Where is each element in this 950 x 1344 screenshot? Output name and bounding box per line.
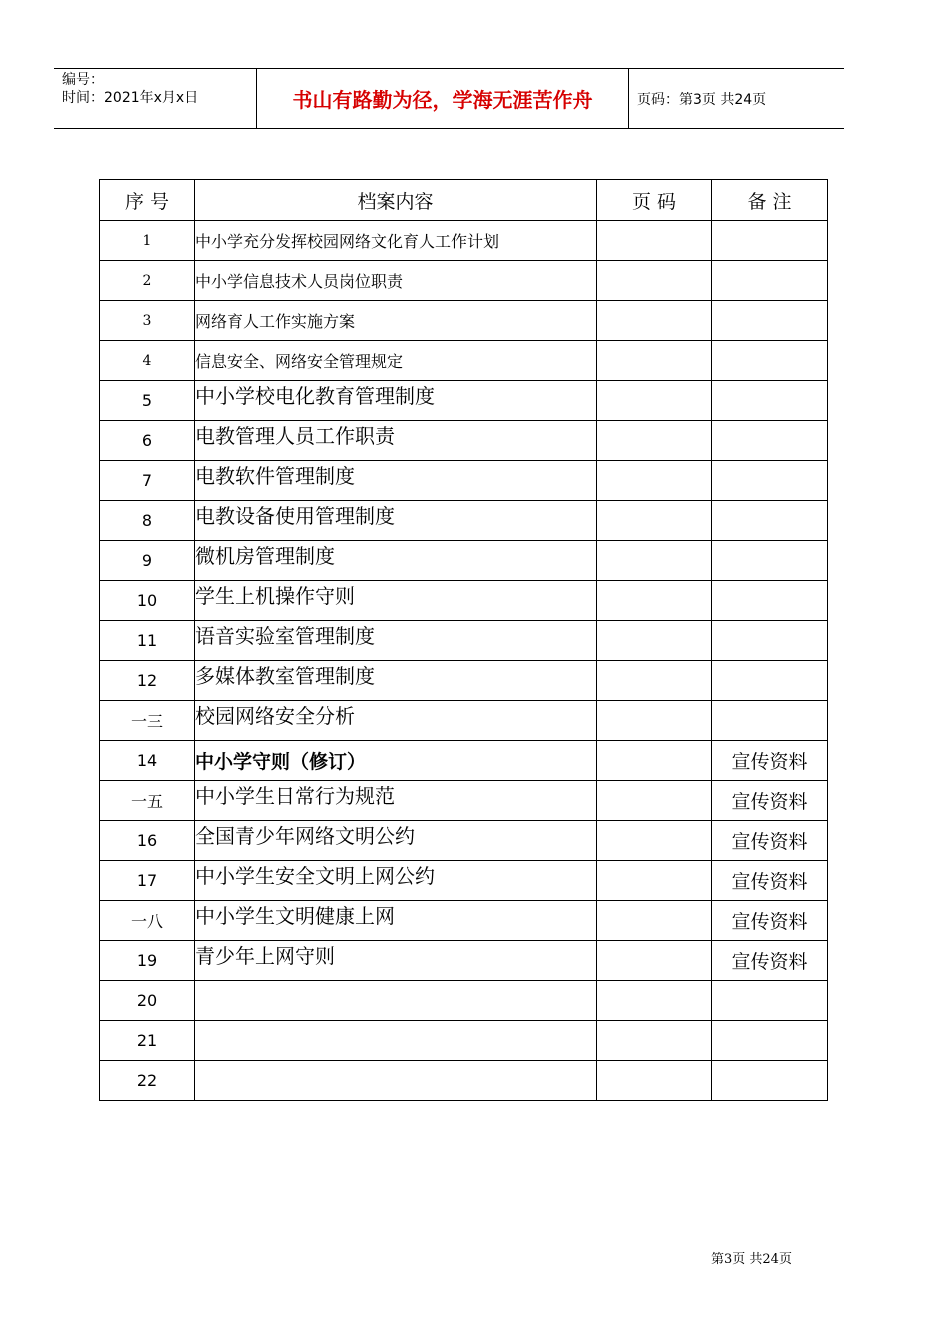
- row-page: [597, 541, 712, 581]
- row-number: 14: [100, 741, 195, 781]
- row-content: [195, 421, 597, 461]
- archive-table: [99, 179, 828, 1101]
- row-note: [712, 701, 828, 741]
- table-row: [100, 1021, 828, 1061]
- row-note: [712, 421, 828, 461]
- row-page: [597, 381, 712, 421]
- row-page: [597, 981, 712, 1021]
- serial-label: 编号：: [62, 72, 104, 88]
- row-content: [195, 861, 597, 901]
- row-content-text: 学生上机操作守则: [195, 584, 355, 608]
- row-number: 10: [100, 581, 195, 621]
- row-page: [597, 581, 712, 621]
- table-row: [100, 581, 828, 621]
- row-content: [195, 501, 597, 541]
- row-number: 19: [100, 941, 195, 981]
- row-note: 宣传资料: [712, 781, 828, 821]
- row-note: 宣传资料: [712, 941, 828, 981]
- row-page: [597, 781, 712, 821]
- table-header-row: [100, 180, 828, 221]
- row-number: 3: [100, 301, 195, 341]
- row-number: 一八: [100, 901, 195, 941]
- row-number: 一三: [100, 701, 195, 741]
- row-number: 17: [100, 861, 195, 901]
- row-page: [597, 421, 712, 461]
- row-content: [195, 621, 597, 661]
- row-content-text: 中小学校电化教育管理制度: [195, 384, 435, 408]
- row-content: [195, 461, 597, 501]
- table-row: [100, 421, 828, 461]
- row-number: 5: [100, 381, 195, 421]
- row-content: 信息安全、网络安全管理规定: [195, 341, 597, 381]
- table-row: [100, 301, 828, 341]
- row-page: [597, 461, 712, 501]
- table-row: [100, 1061, 828, 1101]
- row-note: [712, 541, 828, 581]
- table-row: [100, 261, 828, 301]
- row-note: [712, 581, 828, 621]
- row-page: [597, 1021, 712, 1061]
- row-note: [712, 461, 828, 501]
- row-note: [712, 341, 828, 381]
- table-row: [100, 741, 828, 781]
- header-motto: 书山有路勤为径，学海无涯苦作舟: [256, 69, 629, 128]
- row-page: [597, 501, 712, 541]
- time-label: 时间：2021年x月x日: [62, 90, 199, 106]
- row-number: 7: [100, 461, 195, 501]
- row-page: [597, 1061, 712, 1101]
- table-row: [100, 701, 828, 741]
- row-content-text: 中小学生安全文明上网公约: [195, 864, 435, 888]
- row-note: 宣传资料: [712, 741, 828, 781]
- row-number: 11: [100, 621, 195, 661]
- row-page: [597, 621, 712, 661]
- row-content: [195, 381, 597, 421]
- row-content: 中小学信息技术人员岗位职责: [195, 261, 597, 301]
- row-content: 中小学守则（修订）: [195, 741, 597, 781]
- page-header: [54, 68, 844, 129]
- row-page: [597, 661, 712, 701]
- table-row: [100, 901, 828, 941]
- row-note: [712, 981, 828, 1021]
- row-note: [712, 301, 828, 341]
- row-page: [597, 341, 712, 381]
- table-row: [100, 381, 828, 421]
- header-no: 序 号: [100, 180, 195, 221]
- row-page: [597, 901, 712, 941]
- row-content-text: 青少年上网守则: [195, 944, 335, 968]
- row-content-text: 全国青少年网络文明公约: [195, 824, 415, 848]
- header-note: 备 注: [712, 180, 828, 221]
- row-page: [597, 261, 712, 301]
- header-page: 页 码: [597, 180, 712, 221]
- row-page: [597, 741, 712, 781]
- row-content: 中小学充分发挥校园网络文化育人工作计划: [195, 221, 597, 261]
- row-page: [597, 861, 712, 901]
- row-content-text: 校园网络安全分析: [195, 704, 355, 728]
- table-row: [100, 221, 828, 261]
- row-content: [195, 781, 597, 821]
- header-page-info: 页码：第3页 共24页: [637, 91, 767, 108]
- header-content: 档案内容: [195, 180, 597, 221]
- row-page: [597, 701, 712, 741]
- row-content: [195, 901, 597, 941]
- row-page: [597, 821, 712, 861]
- row-content: [195, 701, 597, 741]
- row-number: 6: [100, 421, 195, 461]
- table-row: [100, 541, 828, 581]
- table-row: [100, 501, 828, 541]
- row-number: 16: [100, 821, 195, 861]
- row-page: [597, 301, 712, 341]
- row-content-text: 微机房管理制度: [195, 544, 335, 568]
- row-number: 8: [100, 501, 195, 541]
- row-note: [712, 1021, 828, 1061]
- row-content: [195, 581, 597, 621]
- row-number: 4: [100, 341, 195, 381]
- row-number: 2: [100, 261, 195, 301]
- row-note: [712, 661, 828, 701]
- row-content-text: 电教管理人员工作职责: [195, 424, 395, 448]
- row-note: [712, 381, 828, 421]
- row-content-text: 电教设备使用管理制度: [195, 504, 395, 528]
- row-number: 22: [100, 1061, 195, 1101]
- row-number: 12: [100, 661, 195, 701]
- row-content: [195, 1021, 597, 1061]
- row-number: 1: [100, 221, 195, 261]
- table-row: [100, 821, 828, 861]
- row-content: [195, 1061, 597, 1101]
- row-note: [712, 221, 828, 261]
- header-meta: [54, 69, 256, 128]
- row-content-text: 电教软件管理制度: [195, 464, 355, 488]
- row-content: [195, 821, 597, 861]
- row-number: 21: [100, 1021, 195, 1061]
- row-page: [597, 221, 712, 261]
- row-page: [597, 941, 712, 981]
- row-number: 一五: [100, 781, 195, 821]
- row-note: 宣传资料: [712, 821, 828, 861]
- row-number: 9: [100, 541, 195, 581]
- row-content-text: 中小学生日常行为规范: [195, 784, 395, 808]
- row-content-text: 多媒体教室管理制度: [195, 664, 375, 688]
- table-row: [100, 781, 828, 821]
- row-content: 网络育人工作实施方案: [195, 301, 597, 341]
- row-note: [712, 501, 828, 541]
- row-note: [712, 621, 828, 661]
- row-note: 宣传资料: [712, 901, 828, 941]
- table-body: [100, 221, 828, 1101]
- table-row: [100, 941, 828, 981]
- table-row: [100, 461, 828, 501]
- table-row: [100, 861, 828, 901]
- table-row: [100, 661, 828, 701]
- table-row: [100, 621, 828, 661]
- table-row: [100, 341, 828, 381]
- row-content: [195, 661, 597, 701]
- row-note: 宣传资料: [712, 861, 828, 901]
- row-note: [712, 1061, 828, 1101]
- row-content: [195, 981, 597, 1021]
- row-content: [195, 541, 597, 581]
- table-row: [100, 981, 828, 1021]
- row-note: [712, 261, 828, 301]
- row-content-text: 语音实验室管理制度: [195, 624, 375, 648]
- row-content: [195, 941, 597, 981]
- row-number: 20: [100, 981, 195, 1021]
- row-content-text: 中小学生文明健康上网: [195, 904, 395, 928]
- page-footer: 第3页 共24页: [711, 1252, 792, 1267]
